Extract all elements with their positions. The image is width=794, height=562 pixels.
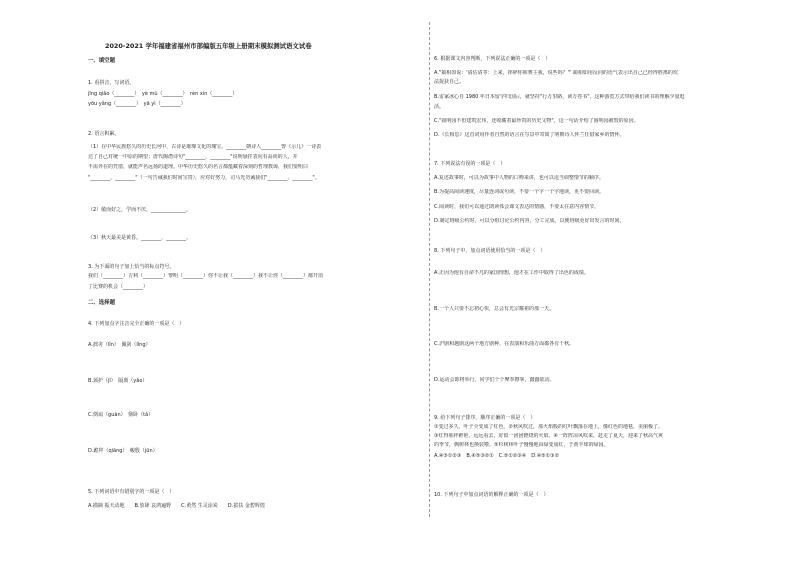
q9-line3: 的季节，枫树林也换装啦。⑤杉树林叶子慢慢地由绿变成红，于黄半球的绿园。 [434,442,609,448]
question-10: 10. 下列句子中加点词语的解释正确的一项是（ ） [434,492,549,498]
q1-pinyin-row-2: yōu yǎng（________） yā yì（________） [88,101,186,107]
q9-options: A.④⑤①②③ B.④⑤③②① C.⑤①②③④ D.④⑤①③② [434,453,560,459]
q9-line2: ③红得那样鲜艳，远远看去，好似一团团燃烧的火焰。④一阵阵凉风吹来，赶走了夏天，迎来了秋高气爽 [434,433,663,439]
exam-title: 2020-2021 学年福建省福州市部编版五年级上册期末模拟测试语文试卷 [105,42,312,50]
question-4: 4. 下列加点字注音完全正确的一项是（ ） [88,321,185,327]
question-5: 5. 下列词语中有错别字的一项是（ ） [88,489,175,495]
q4-option-a: A.拙劣（lǐn） 佩剑（lǐng） [88,342,151,348]
q8-option-c: C.沪剧和越剧这两个地方剧种，在表演和乐曲方面都各有千秋。 [434,341,575,347]
q2-part1-line4: "________，________"（一句告诫我们时间宝贵），应对好努力，司马光勿诫我们"________，________"。 [88,175,320,181]
question-8: 8. 下列句子中，加点词语使用恰当的一项是（ ） [434,248,546,254]
q6-option-a-line1: A."蔺相如说：'请估请等：上来，摔碎你和赛主我，说些吗？'" 蔺相如用反问的语气表示出自己已经得胜离的坎 [434,70,678,76]
q7-option-b: B.为提高阅读速度，尽量连词或句读，不要一个字一个字地读，更不要回读。 [434,189,605,195]
q6-option-b-line2: 活。 [434,104,445,110]
q3-line2: 了比赛的机会（________） [88,284,149,290]
q4-option-c: C.倒扇（guàn） 鼎卧（tǎ） [88,412,154,418]
q9-line1: ①变过多久，叶子全变成了红色。②秋风吹过，那火焰般的红叶飘落在地上，像红色的地毯，美丽极了。 [434,424,663,430]
question-2: 2. 语言积累。 [88,131,120,137]
question-3: 3. 为下面的句子加上恰当的标点符号。 [88,264,175,270]
q2-part2: （2）敏而好之，学而不厌，______________。 [88,207,192,213]
q3-line1: 我们（________）吉利（________）黎明（________）你不让我（________）我不让你（________）都开消 [88,273,324,279]
q6-option-b-line1: B.雷家冰心自 1980 年日本留学归国后，就坚持"行万里路，读万卷书"，这种游览方式带给我们读书的理解少量逛 [434,94,685,100]
q2-part1-line2: 达了自己对统一中原的期望；唐代陶潜诗句"________，________"说明悬挂表向有高尚的人，并 [88,154,298,160]
q5-options: A.描摘 振天动地 B.放肆 哀鸿遍野 C.黄然 生灵涂炭 D.拔扶 金碧辉煌 [88,503,265,509]
q8-option-a: A.正因为他有自命不凡的家国理想，他才在工作中取得了出色的成绩。 [434,270,589,276]
q2-part1-line1: （1）在中华民族悠久的历史长河中，古诗是璀璨文化的瑰宝。________朝诗人________曾《示儿》一诗表 [88,144,322,150]
column-divider [429,22,430,517]
q7-option-d: D.制定班级公约时，可以分组讨论公约内容，分工完成，以便班级更好出发言的时间。 [434,218,625,224]
q6-option-d: D.《长相思》这首词用作者自然的语言在写景中寄寓了明朝诗人怀兰任借家乡的情怀。 [434,132,625,138]
section-fill-blank: 一、填空题 [88,58,115,64]
q6-option-c: C."圆明园不但建筑宏伟，还收藏着最珍贵的历史文物"，这一句话介绍了圆明园被毁的原因。 [434,118,639,124]
question-1: 1. 看拼音，写词语。 [88,80,135,86]
q1-pinyin-row-1: jīng qiǎo（________） yè mù（________） rèn xìn（________） [88,91,238,97]
left-column [88,0,422,562]
section-choice: 二、选择题 [88,300,115,306]
q8-option-b: B.一个人只要不忘初心快，总会有光宗耀祖的那一天。 [434,306,555,312]
q2-part1-line3: 不需外在的凭借，就能声名远扬的道理。中华历史悠久的名言都蕴藏着深刻的哲理教诲，我们要明白 [88,164,309,170]
q4-option-b: B.颈护（jǐ） 隔离（yǎo） [88,378,148,384]
question-9: 9. 给下列句子排序，顺序正确的一项是（ ） [434,415,536,421]
q8-option-d: D.运动会即将举行，同学们个个摩拳擦掌，蠢蠢欲动。 [434,377,555,383]
question-7: 7. 下列说法有误的一项是（ ） [434,161,506,167]
question-6: 6. 根据课文内容判断，下列说法正确的一项是（ ） [434,56,551,62]
q7-option-c: C.阅读时，我们可以通过朗读体会课文表达的情感，不要太在意内容情节。 [434,204,600,210]
right-column [434,0,734,562]
q2-part3: （3）秋天最美是黄昏。________，________。 [88,235,192,241]
q4-option-d: D.跪拜（qiāng） 峻殷（jūn） [88,448,158,454]
q7-option-a: A.复述故事时，可以为故事中人物的口吻来讲，也可以适当调整情节的顺序。 [434,175,604,181]
q6-option-a-line2: 法捉获自己。 [434,79,465,85]
